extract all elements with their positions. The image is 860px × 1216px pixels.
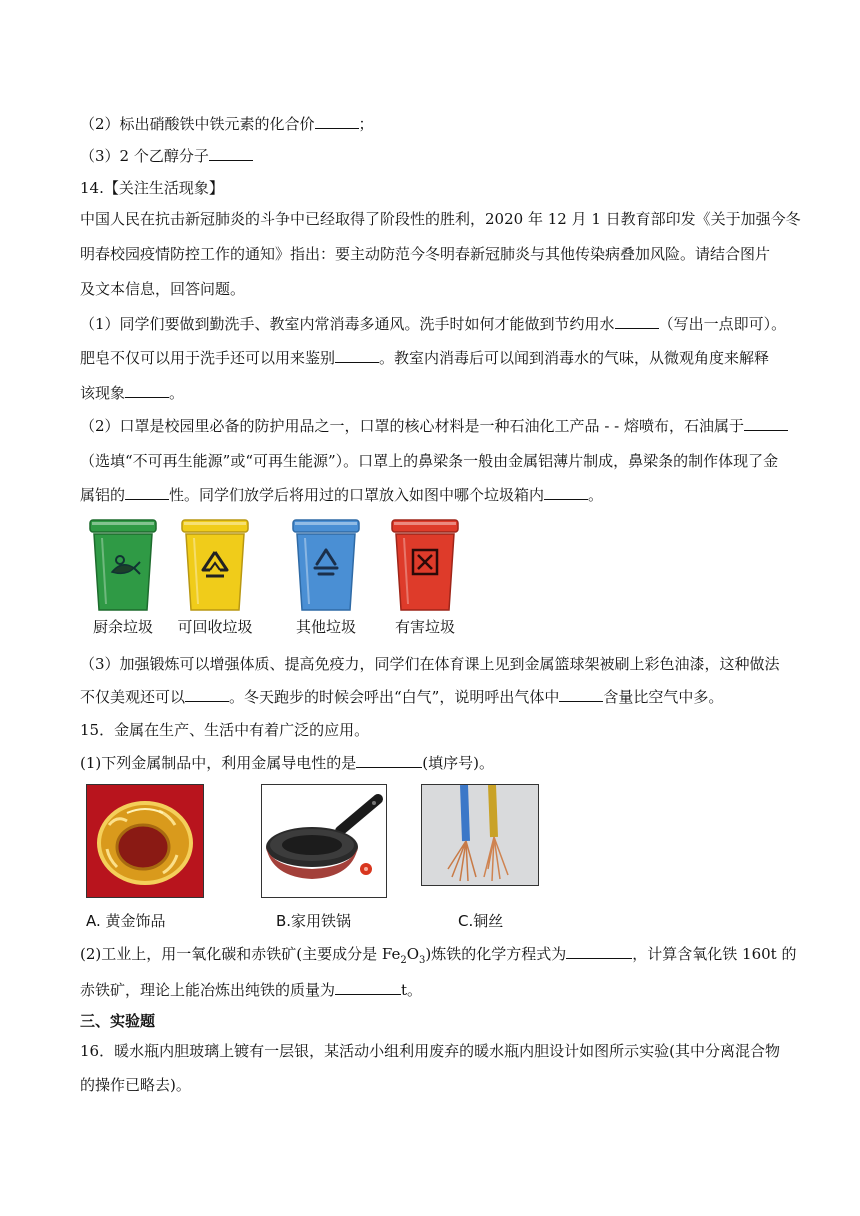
answer-blank[interactable]	[209, 146, 253, 161]
q13-part3: （3）2 个乙醇分子	[80, 146, 253, 166]
answer-blank[interactable]	[335, 980, 401, 995]
q14-intro-line-3: 及文本信息，回答问题。	[80, 280, 246, 298]
q14-part3-line-1: （3）加强锻炼可以增强体质、提高免疫力，同学们在体育课上见到金属篮球架被刷上彩色油漆，这种做法	[80, 655, 780, 673]
kitchen-waste-bin-icon	[88, 518, 158, 614]
section-heading: 三、实验题	[80, 1012, 156, 1030]
q14-part1-line-1: （1）同学们要做到勤洗手、教室内常消毒多通风。洗手时如何才能做到节约用水 （写出一点即可）。	[80, 315, 787, 333]
gold-bracelet-picture	[86, 784, 204, 898]
answer-blank[interactable]	[544, 485, 588, 500]
item-label: A. 黄金饰品	[86, 912, 166, 930]
bin-hazardous	[390, 518, 460, 636]
q14-part3-line-2: 不仅美观还可以 。冬天跑步的时候会呼出“白气”，说明呼出气体中 含量比空气中多。	[80, 688, 724, 706]
answer-blank[interactable]	[335, 348, 379, 363]
copper-wire-icon	[422, 785, 538, 885]
wok-icon	[262, 785, 386, 897]
answer-blank[interactable]	[185, 687, 229, 702]
answer-blank[interactable]	[566, 944, 632, 959]
q14-part1-line-2: 肥皂不仅可以用于洗手还可以用来鉴别 。教室内消毒后可以闻到消毒水的气味，从微观角度来解释	[80, 349, 770, 367]
q15-part2-line-2: 赤铁矿，理论上能冶炼出纯铁的质量为 t。	[80, 981, 423, 999]
answer-blank[interactable]	[744, 416, 788, 431]
answer-blank[interactable]	[615, 314, 659, 329]
answer-blank[interactable]	[559, 687, 603, 702]
copper-wire-picture	[421, 784, 539, 886]
q13-part2: （2）标出硝酸铁中铁元素的化合价 ；	[80, 115, 374, 133]
other-waste-bin-icon	[291, 518, 361, 614]
q14-intro-line-2: 明春校园疫情防控工作的通知》指出：要主动防范今冬明春新冠肺炎与其他传染病叠加风险。请结合图片	[80, 245, 771, 263]
q15-heading: 15．金属在生产、生活中有着广泛的应用。	[80, 721, 370, 739]
trash-bins-figure	[78, 518, 478, 638]
q14-heading: 14.【关注生活现象】	[80, 179, 224, 197]
q15-part2-line-1: (2)工业上，用一氧化碳和赤铁矿(主要成分是 $Fe_2O_3$)炼铁的化学方程式为 ，计算含氧化铁 160t 的	[80, 945, 797, 966]
item-label: B.家用铁锅	[276, 912, 352, 930]
q14-intro-line-1: 中国人民在抗击新冠肺炎的斗争中已经取得了阶段性的胜利，2020 年 12 月 1 日教育部印发《关于加强今冬	[80, 210, 801, 228]
bin-label: 可回收垃圾	[177, 618, 253, 636]
bin-label: 有害垃圾	[394, 618, 455, 636]
recyclable-bin-icon	[180, 518, 250, 614]
answer-blank[interactable]	[315, 114, 359, 129]
q14-part1-line-3: 该现象 。	[80, 384, 185, 402]
gold-bracelet-icon	[87, 785, 203, 897]
bin-recyclable	[177, 518, 253, 636]
bin-label: 其他垃圾	[295, 618, 356, 636]
q16-line-2: 的操作已略去)。	[80, 1076, 191, 1094]
q16-line-1: 16．暖水瓶内胆玻璃上镀有一层银，某活动小组利用废弃的暖水瓶内胆设计如图所示实验(其中分离混合物	[80, 1042, 780, 1060]
item-label: C.铜丝	[458, 912, 504, 930]
q14-part2-line-2: （选填“不可再生能源”或“可再生能源”）。口罩上的鼻梁条一般由金属铝薄片制成，鼻梁条的制作体现了金	[80, 452, 779, 470]
bin-label: 厨余垃圾	[92, 618, 153, 636]
q14-part2-line-3: 属铝的 性。同学们放学后将用过的口罩放入如图中哪个垃圾箱内 。	[80, 486, 604, 504]
bin-kitchen-waste	[88, 518, 158, 636]
answer-blank[interactable]	[356, 753, 422, 768]
hazardous-bin-icon	[390, 518, 460, 614]
answer-blank[interactable]	[125, 485, 169, 500]
bin-other-waste	[291, 518, 361, 636]
q14-part2-line-1: （2）口罩是校园里必备的防护用品之一，口罩的核心材料是一种石油化工产品 - - 熔喷布，石油属于	[80, 416, 788, 436]
answer-blank[interactable]	[125, 383, 169, 398]
q15-part1: (1)下列金属制品中，利用金属导电性的是 (填序号)。	[80, 754, 494, 772]
metal-products-figure	[84, 784, 554, 934]
wok-picture	[261, 784, 387, 898]
